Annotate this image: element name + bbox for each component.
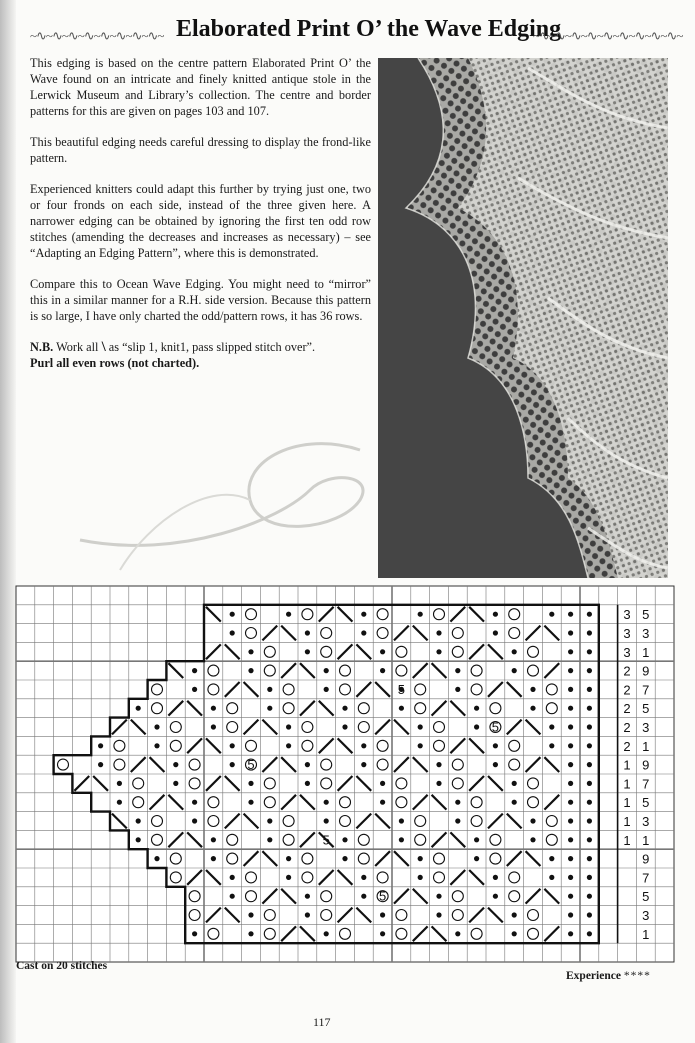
purl-dot-icon	[587, 875, 592, 880]
purl-dot-icon	[587, 762, 592, 767]
purl-dot-icon	[342, 837, 347, 842]
purl-dot-icon	[530, 706, 535, 711]
purl-dot-icon	[324, 800, 329, 805]
row-number-label: 5	[642, 607, 650, 623]
row-number-label: 2	[623, 682, 631, 698]
purl-dot-icon	[549, 724, 554, 729]
purl-dot-icon	[230, 743, 235, 748]
nb-note	[30, 339, 371, 371]
purl-dot-icon	[192, 668, 197, 673]
purl-dot-icon	[154, 856, 159, 861]
row-number-label: 3	[623, 607, 631, 623]
purl-dot-icon	[493, 875, 498, 880]
purl-dot-icon	[587, 706, 592, 711]
purl-dot-icon	[305, 781, 310, 786]
purl-dot-icon	[512, 800, 517, 805]
experience-rating	[566, 970, 651, 982]
row-number-label: 1	[642, 644, 650, 660]
purl-dot-icon	[248, 912, 253, 917]
purl-dot-icon	[568, 724, 573, 729]
purl-dot-icon	[324, 668, 329, 673]
purl-dot-icon	[305, 762, 310, 767]
purl-dot-icon	[324, 687, 329, 692]
row-number-label: 1	[642, 832, 650, 848]
purl-dot-icon	[530, 687, 535, 692]
cast-on-note: Cast on 20 stitches	[16, 960, 108, 972]
row-number-label: 3	[623, 626, 631, 641]
purl-dot-icon	[474, 856, 479, 861]
purl-dot-icon	[342, 724, 347, 729]
purl-dot-icon	[493, 762, 498, 767]
knitting-chart	[14, 584, 680, 960]
row-number-label: 3	[642, 814, 650, 829]
purl-dot-icon	[474, 724, 479, 729]
nb-pre: Work all	[56, 340, 99, 354]
nb-text: as “slip 1, knit1, pass slipped stitch over”.	[105, 340, 316, 354]
purl-dot-icon	[305, 630, 310, 635]
row-number-label: 2	[623, 738, 631, 754]
lace-edging-photo	[378, 58, 668, 578]
purl-dot-icon	[587, 630, 592, 635]
purl-dot-icon	[418, 743, 423, 748]
purl-dot-icon	[418, 856, 423, 861]
purl-dot-icon	[568, 612, 573, 617]
row-number-label: 7	[642, 776, 650, 792]
purl-dot-icon	[192, 931, 197, 936]
purl-dot-icon	[587, 818, 592, 823]
body-text	[30, 55, 371, 371]
row-number-label: 5	[642, 795, 650, 811]
purl-dot-icon	[267, 706, 272, 711]
purl-dot-icon	[248, 931, 253, 936]
purl-dot-icon	[267, 837, 272, 842]
purl-dot-icon	[248, 668, 253, 673]
purl-dot-icon	[399, 706, 404, 711]
page-header	[30, 14, 683, 50]
purl-dot-icon	[549, 875, 554, 880]
repeat-count-label: 5	[247, 757, 255, 773]
purl-dot-icon	[342, 706, 347, 711]
purl-dot-icon	[211, 856, 216, 861]
row-number-label: 7	[642, 682, 650, 698]
purl-dot-icon	[286, 612, 291, 617]
paragraph-intro: This edging is based on the centre pattern Elaborated Print O’ the Wave found on an intricate and finely knitted antique stole in the Lerwick Museum and Library’s collection. The centre and border patterns for this are given on pages 103 and 107.	[30, 56, 371, 118]
left-ornament-icon: ~∿~∿~∿~∿~∿~∿~∿~∿~	[30, 28, 164, 43]
purl-dot-icon	[512, 931, 517, 936]
purl-dot-icon	[380, 800, 385, 805]
purl-dot-icon	[587, 649, 592, 654]
purl-dot-icon	[267, 687, 272, 692]
purl-dot-icon	[286, 856, 291, 861]
purl-dot-icon	[324, 818, 329, 823]
purl-dot-icon	[342, 856, 347, 861]
right-ornament-icon: ~∿~∿~∿~∿~∿~∿~∿~∿~∿~	[533, 28, 683, 43]
repeat-count-label: 5	[491, 719, 500, 735]
purl-dot-icon	[267, 818, 272, 823]
row-number-label: 1	[623, 757, 631, 773]
purl-dot-icon	[455, 687, 460, 692]
purl-dot-icon	[136, 706, 141, 711]
purl-dot-icon	[173, 781, 178, 786]
experience-label: Experience	[566, 970, 621, 982]
purl-dot-icon	[493, 743, 498, 748]
purl-dot-icon	[305, 912, 310, 917]
experience-stars: ****	[623, 970, 651, 982]
repeat-count-label: 5	[378, 888, 387, 904]
purl-dot-icon	[512, 912, 517, 917]
purl-dot-icon	[568, 781, 573, 786]
purl-dot-icon	[512, 781, 517, 786]
purl-dot-icon	[568, 912, 573, 917]
purl-dot-icon	[568, 931, 573, 936]
repeat-count-label: 5	[397, 681, 406, 697]
purl-dot-icon	[568, 762, 573, 767]
purl-dot-icon	[230, 894, 235, 899]
purl-dot-icon	[418, 875, 423, 880]
purl-dot-icon	[436, 630, 441, 635]
row-number-label: 1	[642, 738, 650, 754]
purl-dot-icon	[230, 630, 235, 635]
row-number-label: 3	[642, 626, 650, 641]
paragraph-adapting: Experienced knitters could adapt this further by trying just one, two or four fronds on each side, instead of the three given here. A narrower edging can be obtained by ignoring the first ten odd row stitches (amending the decreases and increases as necessary) – see “Adapting an Edging Pattern”, where this is demonstrated.	[30, 182, 371, 260]
purl-dot-icon	[154, 743, 159, 748]
purl-dot-icon	[380, 931, 385, 936]
purl-dot-icon	[455, 931, 460, 936]
purl-dot-icon	[587, 856, 592, 861]
purl-dot-icon	[436, 762, 441, 767]
sl1-k1-psso-symbol: \	[101, 339, 106, 355]
nb-label: N.B.	[30, 340, 54, 354]
row-number-label: 9	[642, 757, 650, 773]
purl-dot-icon	[549, 856, 554, 861]
row-number-label: 3	[623, 644, 631, 660]
row-number-label: 5	[642, 889, 650, 905]
row-number-label: 1	[623, 795, 631, 811]
purl-dot-icon	[399, 837, 404, 842]
purl-dot-icon	[117, 781, 122, 786]
purl-dot-icon	[587, 781, 592, 786]
row-number-label: 3	[642, 720, 650, 735]
purl-dot-icon	[512, 649, 517, 654]
purl-dot-icon	[587, 912, 592, 917]
row-number-label: 1	[642, 926, 650, 942]
purl-dot-icon	[173, 762, 178, 767]
purl-dot-icon	[568, 894, 573, 899]
decorative-swirl-icon	[60, 420, 400, 580]
purl-dot-icon	[192, 800, 197, 805]
purl-dot-icon	[98, 743, 103, 748]
page-number: 117	[313, 1015, 331, 1029]
purl-dot-icon	[248, 649, 253, 654]
purl-dot-icon	[455, 668, 460, 673]
purl-dot-icon	[117, 800, 122, 805]
purl-dot-icon	[530, 818, 535, 823]
purl-dot-icon	[136, 818, 141, 823]
purl-dot-icon	[587, 687, 592, 692]
row-number-label: 9	[642, 851, 650, 867]
purl-dot-icon	[192, 818, 197, 823]
purl-dot-icon	[361, 875, 366, 880]
purl-dot-icon	[136, 837, 141, 842]
purl-dot-icon	[361, 894, 366, 899]
paragraph-compare: Compare this to Ocean Wave Edging. You might need to “mirror” this in a similar manner for a R.H. side version. Because this pattern is so large, I have only charted the odd/pattern rows, it has 36 rows.	[30, 277, 371, 323]
purl-dot-icon	[568, 837, 573, 842]
purl-dot-icon	[568, 818, 573, 823]
purl-dot-icon	[361, 743, 366, 748]
purl-dot-icon	[211, 706, 216, 711]
purl-dot-icon	[436, 894, 441, 899]
repeat-count-label: 5	[322, 832, 330, 848]
purl-dot-icon	[380, 649, 385, 654]
purl-dot-icon	[512, 668, 517, 673]
purl-dot-icon	[568, 800, 573, 805]
purl-note: Purl all even rows (not charted).	[30, 356, 200, 370]
purl-dot-icon	[286, 743, 291, 748]
purl-dot-icon	[549, 743, 554, 748]
page-title: Elaborated Print O’ the Wave Edging	[176, 16, 562, 42]
row-number-label: 9	[642, 663, 650, 679]
purl-dot-icon	[98, 762, 103, 767]
purl-dot-icon	[455, 800, 460, 805]
paragraph-dressing: This beautiful edging needs careful dressing to display the frond-like pattern.	[30, 135, 371, 165]
purl-dot-icon	[568, 630, 573, 635]
purl-dot-icon	[493, 894, 498, 899]
purl-dot-icon	[230, 762, 235, 767]
row-number-label: 2	[623, 701, 631, 717]
purl-dot-icon	[418, 612, 423, 617]
purl-dot-icon	[568, 875, 573, 880]
purl-dot-icon	[286, 724, 291, 729]
purl-dot-icon	[568, 668, 573, 673]
purl-dot-icon	[211, 724, 216, 729]
purl-dot-icon	[474, 706, 479, 711]
purl-dot-icon	[361, 612, 366, 617]
purl-dot-icon	[568, 649, 573, 654]
row-number-label: 1	[623, 776, 631, 792]
purl-dot-icon	[455, 818, 460, 823]
purl-dot-icon	[418, 724, 423, 729]
row-number-label: 2	[623, 663, 631, 679]
purl-dot-icon	[436, 912, 441, 917]
purl-dot-icon	[493, 612, 498, 617]
purl-dot-icon	[436, 781, 441, 786]
purl-dot-icon	[587, 724, 592, 729]
row-number-label: 7	[642, 870, 650, 886]
purl-dot-icon	[587, 894, 592, 899]
purl-dot-icon	[568, 687, 573, 692]
purl-dot-icon	[568, 706, 573, 711]
purl-dot-icon	[436, 649, 441, 654]
row-number-label: 1	[623, 832, 631, 848]
purl-dot-icon	[361, 630, 366, 635]
purl-dot-icon	[154, 724, 159, 729]
purl-dot-icon	[380, 668, 385, 673]
purl-dot-icon	[248, 800, 253, 805]
purl-dot-icon	[587, 800, 592, 805]
purl-dot-icon	[530, 837, 535, 842]
row-number-label: 5	[642, 701, 650, 717]
purl-dot-icon	[549, 612, 554, 617]
purl-dot-icon	[305, 649, 310, 654]
purl-dot-icon	[587, 837, 592, 842]
row-number-label: 2	[623, 720, 631, 735]
purl-dot-icon	[587, 743, 592, 748]
purl-dot-icon	[286, 875, 291, 880]
purl-dot-icon	[587, 668, 592, 673]
purl-dot-icon	[248, 781, 253, 786]
purl-dot-icon	[380, 781, 385, 786]
purl-dot-icon	[399, 818, 404, 823]
purl-dot-icon	[192, 687, 197, 692]
purl-dot-icon	[568, 856, 573, 861]
purl-dot-icon	[587, 931, 592, 936]
purl-dot-icon	[211, 837, 216, 842]
row-number-label: 3	[642, 908, 650, 923]
purl-dot-icon	[230, 612, 235, 617]
purl-dot-icon	[361, 762, 366, 767]
purl-dot-icon	[587, 612, 592, 617]
purl-dot-icon	[324, 931, 329, 936]
purl-dot-icon	[493, 630, 498, 635]
purl-dot-icon	[474, 837, 479, 842]
purl-dot-icon	[305, 894, 310, 899]
purl-dot-icon	[230, 875, 235, 880]
row-number-label: 1	[623, 814, 631, 829]
purl-dot-icon	[568, 743, 573, 748]
purl-dot-icon	[380, 912, 385, 917]
